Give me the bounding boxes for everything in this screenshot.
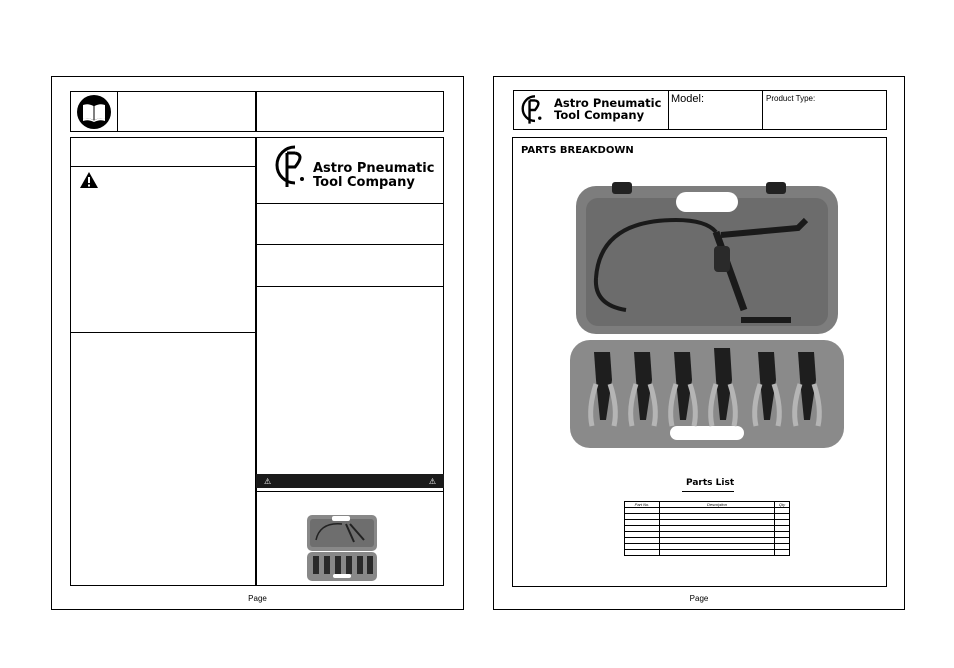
divider <box>70 166 256 167</box>
warning-small-icon: ⚠ <box>264 476 272 486</box>
logo-line-2: Tool Company <box>313 174 415 190</box>
section-title: PARTS BREAKDOWN <box>521 145 634 156</box>
product-thumbnail <box>306 512 378 582</box>
top-right-header-box <box>256 91 444 132</box>
product-type-label: Product Type: <box>766 94 816 103</box>
divider <box>256 244 444 245</box>
product-photo <box>566 180 848 450</box>
divider <box>256 286 444 287</box>
parts-list-title: Parts List <box>686 478 735 488</box>
parts-list-underline <box>682 491 734 492</box>
book-icon <box>76 94 112 130</box>
header-logo <box>520 93 670 127</box>
left-column <box>70 137 256 586</box>
column-header: Part No. <box>625 502 660 508</box>
warning-small-icon: ⚠ <box>428 476 436 486</box>
right-page-footer: Page <box>689 594 709 603</box>
divider <box>256 491 444 492</box>
warning-triangle-icon <box>79 171 99 189</box>
divider <box>70 332 256 333</box>
column-header: Qty <box>775 502 790 508</box>
column-header: Description <box>660 502 775 508</box>
divider <box>256 203 444 204</box>
logo-line-1: Astro Pneumatic <box>313 161 435 176</box>
header-logo-line-2: Tool Company <box>554 108 645 123</box>
model-label: Model: <box>671 93 705 105</box>
table-row <box>625 550 790 556</box>
warning-bar <box>256 474 444 488</box>
left-page-footer: Page <box>248 594 267 603</box>
company-logo <box>273 143 433 195</box>
header-logo-line-1: Astro Pneumatic <box>554 96 662 110</box>
parts-table <box>624 501 790 556</box>
